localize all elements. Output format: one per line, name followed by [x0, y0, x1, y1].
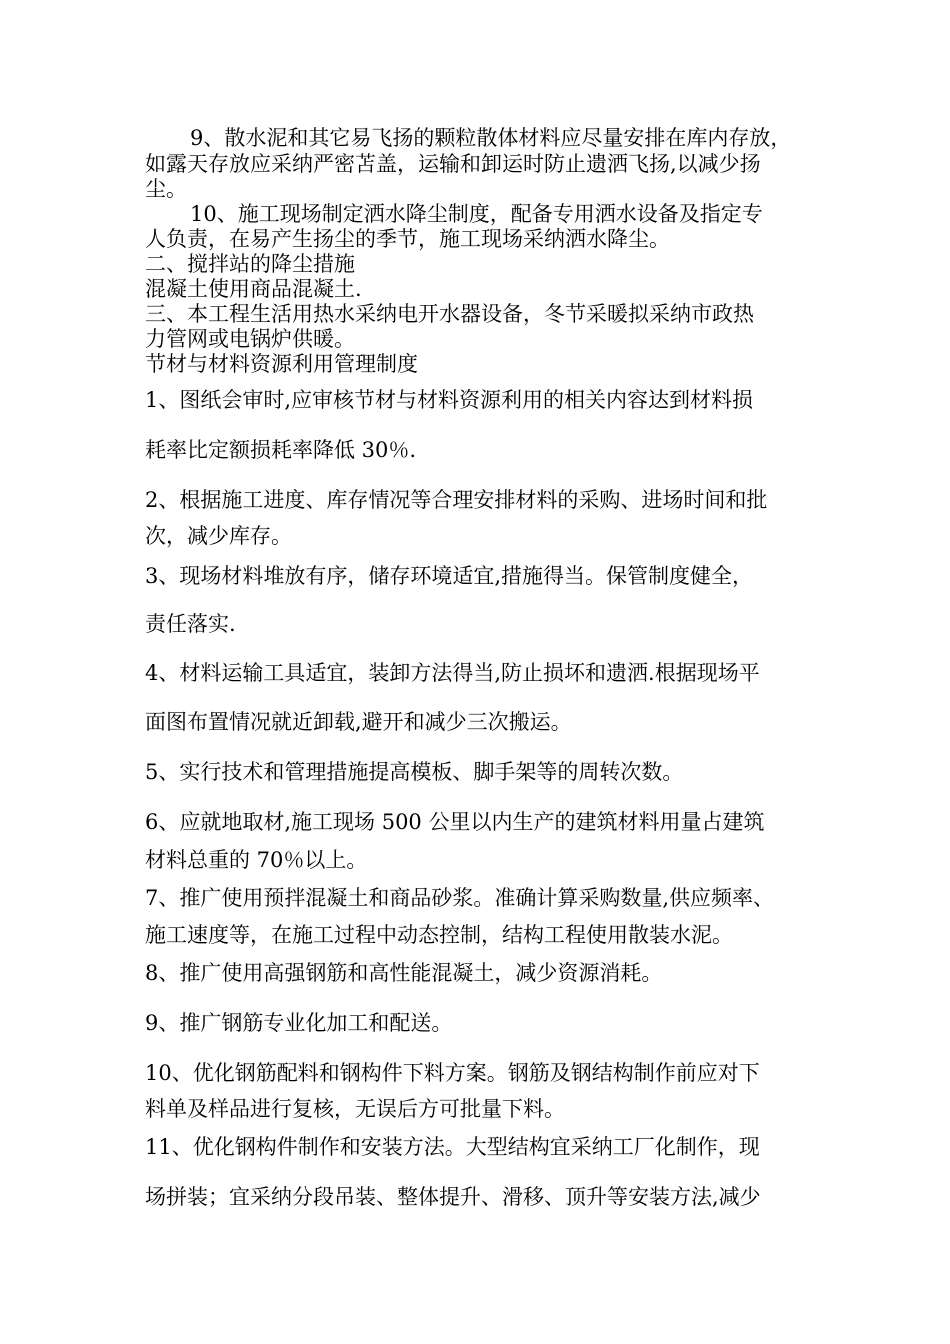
text-line: 耗率比定额损耗率降低 30％. [145, 438, 417, 462]
text-line: 1、图纸会审时,应审核节材与材料资源利用的相关内容达到材料损 [145, 388, 754, 412]
text-line: 施工速度等，在施工过程中动态控制，结构工程使用散装水泥。 [145, 923, 733, 947]
text-line: 材料总重的 70％以上。 [145, 848, 368, 872]
text-line: 10、施工现场制定洒水降尘制度，配备专用洒水设备及指定专 [190, 202, 763, 226]
text-line: 料单及样品进行复核，无误后方可批量下料。 [145, 1097, 565, 1121]
text-line: 人负责，在易产生扬尘的季节，施工现场采纳洒水降尘。 [145, 227, 670, 251]
section-heading: 二、搅拌站的降尘措施 [145, 252, 355, 276]
text-line: 力管网或电锅炉供暖。 [145, 327, 355, 351]
text-line: 3、现场材料堆放有序，储存环境适宜,措施得当。保管制度健全， [145, 564, 754, 588]
text-line: 混凝土使用商品混凝土. [145, 277, 362, 301]
section-heading: 三、本工程生活用热水采纳电开水器设备，冬节采暖拟采纳市政热 [145, 302, 754, 326]
text-line: 场拼装；宜采纳分段吊装、整体提升、滑移、顶升等安装方法,减少 [145, 1185, 761, 1209]
text-line: 11、优化钢构件制作和安装方法。大型结构宜采纳工厂化制作，现 [145, 1135, 760, 1159]
text-line: 2、根据施工进度、库存情况等合理安排材料的采购、进场时间和批 [145, 488, 768, 512]
text-line: 如露天存放应采纳严密苫盖，运输和卸运时防止遗洒飞扬,以减少扬 [145, 152, 761, 176]
text-line: 责任落实. [145, 612, 236, 636]
text-line: 次，减少库存。 [145, 524, 292, 548]
text-line: 尘。 [145, 177, 187, 201]
section-heading: 节材与材料资源利用管理制度 [145, 352, 418, 376]
text-line: 7、推广使用预拌混凝土和商品砂浆。准确计算采购数量,供应频率、 [145, 886, 775, 910]
text-line: 9、推广钢筋专业化加工和配送。 [145, 1011, 453, 1035]
text-line: 面图布置情况就近卸载,避开和减少三次搬运。 [145, 710, 572, 734]
text-line: 8、推广使用高强钢筋和高性能混凝土，减少资源消耗。 [145, 961, 663, 985]
text-line: 6、应就地取材,施工现场 500 公里以内生产的建筑材料用量占建筑 [145, 810, 765, 834]
text-line: 4、材料运输工具适宜，装卸方法得当,防止损坏和遗洒.根据现场平 [145, 661, 760, 685]
text-line: 9、散水泥和其它易飞扬的颗粒散体材料应尽量安排在库内存放， [190, 126, 792, 150]
text-line: 5、实行技术和管理措施提高模板、脚手架等的周转次数。 [145, 760, 684, 784]
text-line: 10、优化钢筋配料和钢构件下料方案。钢筋及钢结构制作前应对下 [145, 1061, 760, 1085]
